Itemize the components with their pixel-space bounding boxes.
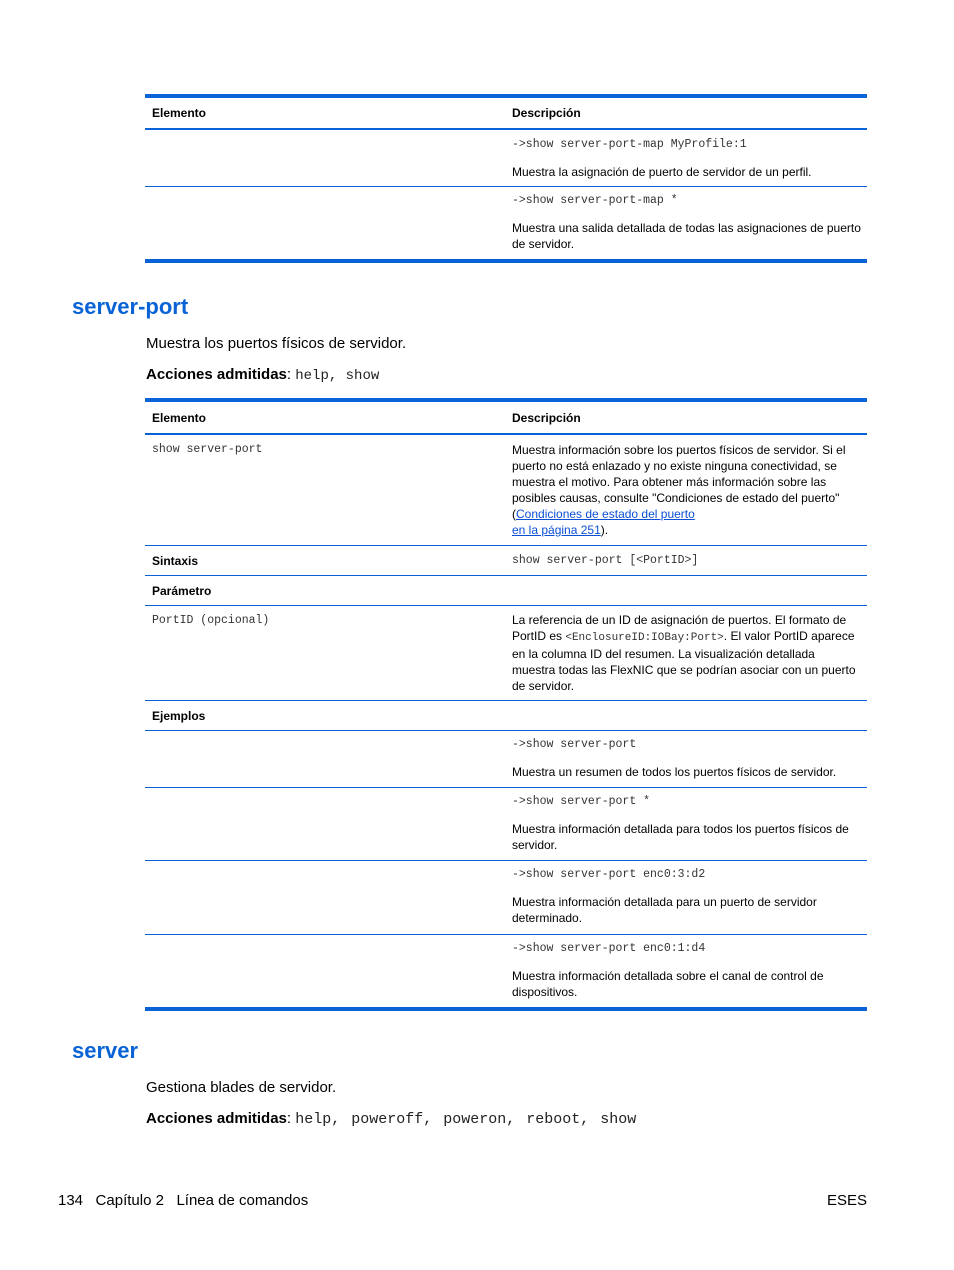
table-header-row — [145, 98, 867, 130]
syntax-label: Sintaxis — [152, 553, 199, 568]
section-title-server: server — [72, 1038, 139, 1063]
chapter-label: Capítulo 2 — [95, 1192, 164, 1209]
table-row — [145, 788, 867, 861]
table-row-syntax — [145, 546, 867, 576]
example-command: ->show server-port-map * — [512, 194, 678, 207]
chapter-title: Línea de comandos — [176, 1192, 309, 1209]
page-footer-left — [58, 1192, 308, 1209]
syntax-value: show server-port [<PortID>] — [512, 553, 699, 567]
actions-separator: : — [286, 1110, 296, 1127]
command-name: show server-port — [152, 443, 263, 456]
header-elemento: Elemento — [152, 410, 207, 425]
example-description: Muestra información detallada para todos los puertos físicos de servidor. — [512, 822, 849, 852]
table-row — [145, 861, 867, 935]
table-row-command — [145, 435, 867, 546]
command-description: Muestra información sobre los puertos físicos de servidor. Si el puerto no está enlazado y no existe ninguna conectividad, se muestra el motivo. Para obtener más información sobre las posibles causas, consulte "Condiciones de estado del puerto" (Condiciones de estado del puerto en la página 251). — [512, 443, 846, 537]
language-code: ESES — [826, 1192, 867, 1209]
section-title-server-port: server-port — [72, 294, 189, 319]
actions-separator: : — [286, 366, 296, 383]
actions-list: help, show — [295, 368, 380, 384]
parameter-format: <EnclosureID:IOBay:Port> — [565, 632, 724, 644]
table-row — [145, 187, 867, 259]
example-command: ->show server-port enc0:3:d2 — [512, 868, 706, 881]
table-row — [145, 130, 867, 187]
link-port-status-conditions[interactable]: Condiciones de estado del puerto — [516, 507, 695, 521]
example-description: Muestra información detallada para un puerto de servidor determinado. — [512, 895, 817, 925]
parameter-name: PortID (opcional) — [152, 614, 270, 627]
example-command: ->show server-port enc0:1:d4 — [512, 942, 706, 955]
parameter-label: Parámetro — [152, 583, 212, 598]
example-description: Muestra información detallada sobre el canal de control de dispositivos. — [512, 969, 824, 999]
actions-label: Acciones admitidas — [146, 1110, 287, 1127]
header-descripcion: Descripción — [512, 410, 581, 425]
example-command: ->show server-port * — [512, 795, 651, 808]
supported-actions — [146, 366, 379, 384]
table-header-row — [145, 402, 867, 435]
section-description: Muestra los puertos físicos de servidor. — [146, 335, 407, 352]
table-server-port-map-examples — [145, 94, 867, 263]
table-row-parameter-label — [145, 576, 867, 606]
parameter-description: La referencia de un ID de asignación de puertos. El formato de PortID es <EnclosureID:IOBay:Port>. El valor PortID aparece en la columna ID del resumen. La visualización detallada muestra todas las FlexNIC que se podrían asociar con un puerto de servidor. — [512, 613, 856, 693]
example-description: Muestra un resumen de todos los puertos físicos de servidor. — [512, 765, 837, 779]
page-number: 134 — [58, 1192, 84, 1209]
table-row — [145, 935, 867, 1007]
table-server-port — [145, 398, 867, 1011]
examples-label: Ejemplos — [152, 708, 206, 723]
actions-label: Acciones admitidas — [146, 366, 287, 383]
example-command: ->show server-port — [512, 738, 637, 751]
supported-actions — [146, 1110, 636, 1128]
link-page-251[interactable]: en la página 251 — [512, 523, 601, 537]
header-elemento: Elemento — [152, 106, 207, 120]
example-description: Muestra la asignación de puerto de servidor de un perfil. — [512, 165, 812, 179]
table-row — [145, 731, 867, 788]
example-command: ->show server-port-map MyProfile:1 — [512, 138, 747, 151]
section-description: Gestiona blades de servidor. — [146, 1079, 337, 1096]
table-row-parameter — [145, 606, 867, 701]
header-descripcion: Descripción — [512, 106, 581, 120]
table-row-examples-label — [145, 701, 867, 731]
example-description: Muestra una salida detallada de todas las asignaciones de puerto de servidor. — [512, 221, 861, 251]
actions-list: help, poweroff, poweron, reboot, show — [295, 1111, 637, 1128]
